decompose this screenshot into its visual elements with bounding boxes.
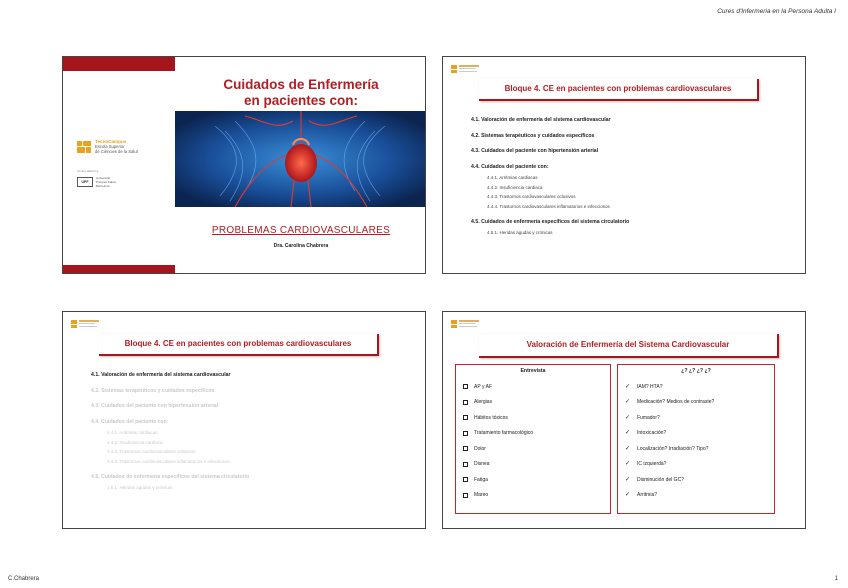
tecnocampus-logo-icon [77, 141, 91, 153]
check-icon: ✓ [625, 476, 631, 483]
toc-subitem: 4.4.2. Insuficiencia cardiaca [107, 439, 163, 445]
top-red-bar [63, 57, 175, 71]
checkbox-icon [463, 431, 468, 436]
checkbox-icon [463, 415, 468, 420]
checkbox-icon [463, 462, 468, 467]
check-icon: ✓ [625, 445, 631, 452]
questions-column [617, 364, 775, 514]
toc-item: 4.1. Valoración de enfermería del sistema cardiovascular [471, 117, 611, 123]
interview-column [455, 364, 611, 514]
tecnocampus-logo-text: TecnoCampus Escola Superior de Ciències de la Salut [95, 139, 138, 154]
question-item: ✓ Localización? Irradiación? Tipo? [625, 445, 709, 452]
check-icon: ✓ [625, 414, 631, 421]
toc-subitem: 4.4.3. Trastornos cardiovasculares oclusivos [487, 194, 576, 199]
question-item: ✓ IC izquierda? [625, 461, 667, 468]
tecnocampus-mini-logo-icon [451, 64, 481, 76]
interview-item: Dolor [456, 441, 610, 457]
slide2-title: Bloque 4. CE en pacientes con problemas cardiovasculares [479, 79, 759, 101]
footer-author: C.Chabrera [8, 576, 40, 582]
interview-item: Alergias [456, 395, 610, 411]
slide2-toc [471, 117, 791, 240]
slide-3 [62, 311, 426, 529]
question-item: ✓ Medicación? Medios de contraste? [625, 399, 715, 406]
check-icon: ✓ [625, 430, 631, 437]
interview-item: Disnea [456, 457, 610, 473]
affiliation-label: Centre adscrit a [77, 169, 99, 173]
checkbox-icon [463, 384, 468, 389]
toc-subitem: 4.4.3. Trastornos cardiovasculares oclusivos [107, 449, 196, 454]
checkbox-icon [463, 477, 468, 482]
check-icon: ✓ [625, 492, 631, 499]
toc-item: 4.3. Cuidados del paciente con hipertensión arterial [471, 148, 599, 154]
tecnocampus-mini-logo-icon [451, 319, 481, 331]
toc-subitem: 4.4.2. Insuficiencia cardiaca [487, 184, 543, 190]
tecnocampus-mini-logo-icon [71, 319, 101, 331]
question-item: ✓ Intoxicación? [625, 430, 667, 437]
toc-item: 4.5. Cuidados de enfermería específicos del sistema circulatorio [91, 473, 250, 480]
upf-logo-text: Universitat Pompeu Fabra Barcelona [96, 176, 116, 188]
toc-item-active: 4.1. Valoración de enfermería del sistema cardiovascular [91, 372, 231, 378]
check-icon: ✓ [625, 461, 631, 468]
slide-4 [442, 311, 806, 529]
toc-subitem: 4.4.1. Arritmias cardiacas [107, 430, 158, 435]
toc-subitem: 4.5.1. Heridas agudas y crónicas [487, 230, 553, 235]
interview-item: Fatiga [456, 472, 610, 488]
toc-subitem: 4.4.1. Arritmias cardiacas [487, 175, 538, 180]
checkbox-icon [463, 446, 468, 451]
slide4-title: Valoración de Enfermería del Sistema Cardiovascular [479, 334, 779, 358]
toc-item: 4.4. Cuidados del paciente con: [91, 418, 169, 425]
check-icon: ✓ [625, 383, 631, 390]
slide1-subtitle: PROBLEMAS CARDIOVASCULARES [211, 225, 391, 236]
slide-1 [62, 56, 426, 274]
header-note: Cures d'Infermeria en la Persona Adulta I [717, 8, 836, 15]
interview-item: Hábitos tóxicos [456, 410, 610, 426]
slide1-author: Dra. Carolina Chabrera [273, 243, 329, 249]
questions-header: ¿? ¿? ¿? ¿? [681, 368, 711, 374]
checkbox-icon [463, 493, 468, 498]
page-number: 1 [834, 576, 838, 582]
question-item: ✓ Disminución del GC? [625, 476, 684, 483]
toc-subitem: 4.4.4. Trastornos cardiovasculares inflamatorios e infecciosos [107, 458, 230, 464]
checkbox-icon [463, 400, 468, 405]
slide1-title: Cuidados de Enfermería en pacientes con: [223, 77, 379, 108]
slide1-content [175, 57, 426, 274]
slide3-title: Bloque 4. CE en pacientes con problemas cardiovasculares [99, 334, 379, 356]
slide3-toc [91, 372, 411, 495]
bottom-red-bar [63, 265, 175, 274]
slide1-logo-panel [63, 57, 175, 274]
toc-item: 4.4. Cuidados del paciente con: [471, 163, 549, 170]
upf-logo-icon: UPF [77, 177, 93, 187]
interview-header: Entrevista [520, 368, 546, 374]
question-item: ✓ Arritmia? [625, 492, 658, 499]
interview-item: AP y AF [456, 379, 610, 395]
interview-item: Mareo [456, 488, 610, 504]
toc-item: 4.2. Sistemas terapéuticos y cuidados específicos [471, 132, 595, 139]
question-item: ✓ Fumador? [625, 414, 660, 421]
toc-item: 4.3. Cuidados del paciente con hipertensión arterial [91, 403, 219, 409]
slide-2 [442, 56, 806, 274]
toc-subitem: 4.5.1. Heridas agudas y crónicas [107, 485, 173, 490]
question-item: ✓ IAM? HTA? [625, 383, 663, 390]
toc-subitem: 4.4.4. Trastornos cardiovasculares inflamatorios e infecciosos [487, 203, 610, 209]
cardiovascular-system-image [175, 111, 426, 207]
toc-item: 4.2. Sistemas terapéuticos y cuidados específicos [91, 387, 215, 394]
toc-item: 4.5. Cuidados de enfermería específicos del sistema circulatorio [471, 218, 630, 225]
check-icon: ✓ [625, 399, 631, 406]
interview-item: Tratamiento farmacológico [456, 426, 610, 442]
